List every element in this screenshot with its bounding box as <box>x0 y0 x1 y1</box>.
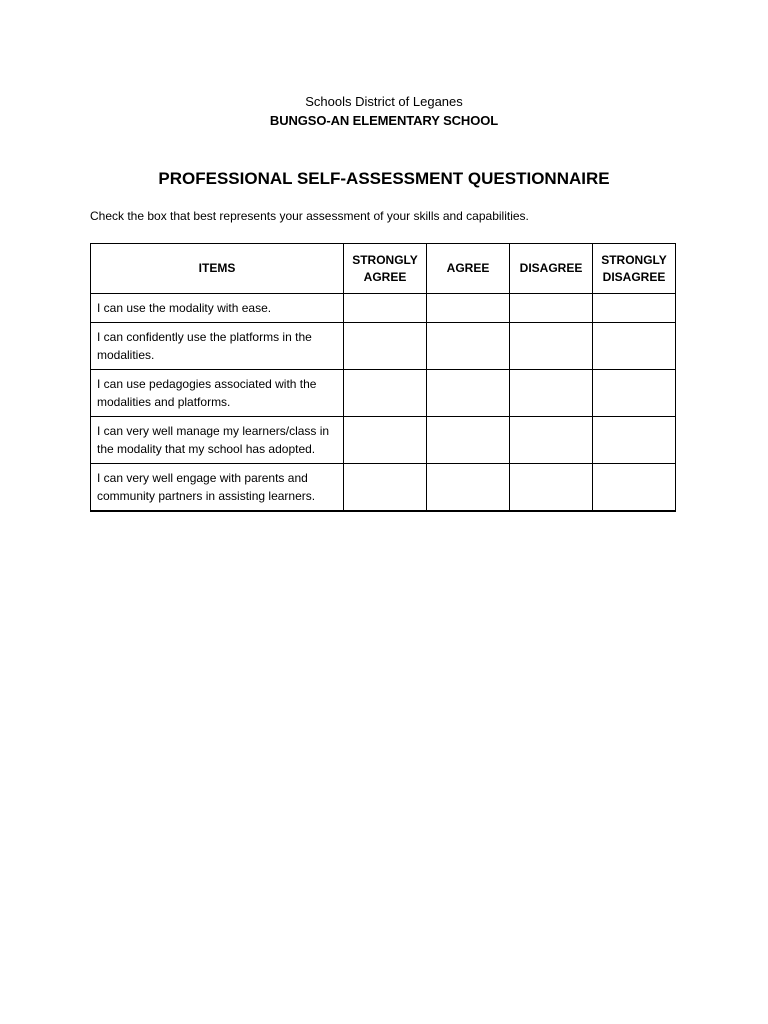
agree-checkbox-cell[interactable] <box>427 417 510 464</box>
strongly-disagree-checkbox-cell[interactable] <box>593 323 676 370</box>
agree-checkbox-cell[interactable] <box>427 464 510 512</box>
table-row <box>91 370 676 417</box>
table-row <box>91 464 676 512</box>
strongly-agree-checkbox-cell[interactable] <box>344 370 427 417</box>
table-header-row <box>91 244 676 294</box>
disagree-checkbox-cell[interactable] <box>510 464 593 512</box>
agree-checkbox-cell[interactable] <box>427 294 510 323</box>
strongly-agree-checkbox-cell[interactable] <box>344 294 427 323</box>
column-header-strongly-disagree-line2: DISAGREE <box>602 269 666 284</box>
table-row <box>91 323 676 370</box>
disagree-checkbox-cell[interactable] <box>510 294 593 323</box>
district-name: Schools District of Leganes <box>305 94 463 109</box>
item-statement: I can use pedagogies associated with the modalities and platforms. <box>91 370 344 417</box>
column-header-disagree <box>510 244 593 294</box>
strongly-agree-checkbox-cell[interactable] <box>344 323 427 370</box>
disagree-checkbox-cell[interactable] <box>510 323 593 370</box>
table-row <box>91 417 676 464</box>
column-header-items-label: ITEMS <box>198 261 236 275</box>
strongly-agree-checkbox-cell[interactable] <box>344 417 427 464</box>
page-title: PROFESSIONAL SELF-ASSESSMENT QUESTIONNAIRE <box>158 169 610 188</box>
strongly-disagree-checkbox-cell[interactable] <box>593 417 676 464</box>
table-row <box>91 294 676 323</box>
agree-checkbox-cell[interactable] <box>427 323 510 370</box>
column-header-disagree-label: DISAGREE <box>519 261 583 275</box>
column-header-strongly-disagree <box>593 244 676 294</box>
column-header-strongly-agree-line2: AGREE <box>363 269 407 284</box>
instruction-text: Check the box that best represents your assessment of your skills and capabilities. <box>90 209 529 223</box>
column-header-items <box>91 244 344 294</box>
strongly-agree-checkbox-cell[interactable] <box>344 464 427 512</box>
strongly-disagree-checkbox-cell[interactable] <box>593 464 676 512</box>
column-header-strongly-disagree-line1: STRONGLY <box>601 252 667 267</box>
item-statement: I can use the modality with ease. <box>91 294 344 323</box>
strongly-disagree-checkbox-cell[interactable] <box>593 370 676 417</box>
column-header-agree <box>427 244 510 294</box>
strongly-disagree-checkbox-cell[interactable] <box>593 294 676 323</box>
assessment-table <box>90 243 676 512</box>
disagree-checkbox-cell[interactable] <box>510 417 593 464</box>
school-name: BUNGSO-AN ELEMENTARY SCHOOL <box>269 113 499 128</box>
item-statement: I can very well manage my learners/class in the modality that my school has adopted. <box>91 417 344 464</box>
item-statement: I can very well engage with parents and community partners in assisting learners. <box>91 464 344 512</box>
column-header-strongly-agree-line1: STRONGLY <box>352 252 418 267</box>
disagree-checkbox-cell[interactable] <box>510 370 593 417</box>
column-header-agree-label: AGREE <box>446 261 490 275</box>
column-header-strongly-agree <box>344 244 427 294</box>
item-statement: I can confidently use the platforms in the modalities. <box>91 323 344 370</box>
agree-checkbox-cell[interactable] <box>427 370 510 417</box>
